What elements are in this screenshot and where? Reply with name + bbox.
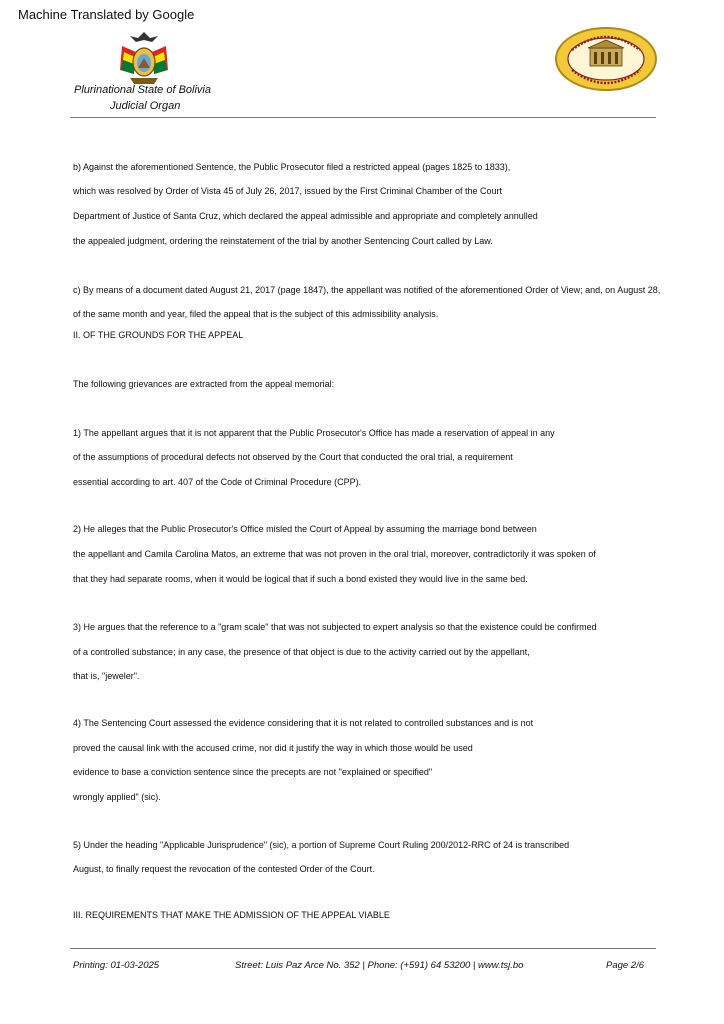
body-line: essential according to art. 407 of the Code of Criminal Procedure (CPP). [73,477,362,487]
body-line: Department of Justice of Santa Cruz, which declared the appeal admissible and appropriate and completely annulled [73,211,538,221]
body-line: 2) He alleges that the Public Prosecutor's Office misled the Court of Appeal by assuming the marriage bond between [73,524,537,534]
org-name-line1: Plurinational State of Bolivia [74,84,211,96]
org-name-line2: Judicial Organ [110,100,181,112]
section-heading: II. OF THE GROUNDS FOR THE APPEAL [73,330,244,340]
body-line: the appellant and Camila Carolina Matos, an extreme that was not proven in the oral trial, moreover, contradictorily it was spoken of [73,549,596,559]
body-line: proved the causal link with the accused crime, nor did it justify the way in which those would be used [73,743,473,753]
header-divider [70,117,656,118]
body-line: of the assumptions of procedural defects not observed by the Court that conducted the oral trial, a requirement [73,452,513,462]
body-line: 5) Under the heading "Applicable Jurisprudence" (sic), a portion of Supreme Court Ruling 200/2012-RRC of 24 is transcribed [73,840,570,850]
body-line: 4) The Sentencing Court assessed the evidence considering that it is not related to controlled substances and is not [73,718,534,728]
footer-address: Street: Luis Paz Arce No. 352 | Phone: (+591) 64 53200 | www.tsj.bo [235,960,524,971]
body-line: 3) He argues that the reference to a "gram scale" that was not subjected to expert analysis so that the existence could be confirmed [73,622,597,632]
body-line: the appealed judgment, ordering the reinstatement of the trial by another Sentencing Court called by Law. [73,236,493,246]
bolivia-coat-of-arms-icon [112,30,176,86]
body-line: 1) The appellant argues that it is not apparent that the Public Prosecutor's Office has made a reservation of appeal in any [73,428,555,438]
body-line: c) By means of a document dated August 21, 2017 (page 1847), the appellant was notified of the aforementioned Order of View; and, on August 28, [73,285,661,295]
printing-date: Printing: 01-03-2025 [73,960,160,971]
footer-divider [70,948,656,949]
body-line: evidence to base a conviction sentence since the precepts are not "explained or specified" [73,767,433,777]
body-line: that is, "jeweler". [73,671,140,681]
body-line: The following grievances are extracted from the appeal memorial: [73,379,335,389]
body-line: wrongly applied" (sic). [73,792,161,802]
body-line: that they had separate rooms, when it would be logical that if such a bond existed they would live in the same bed. [73,574,528,584]
body-line: which was resolved by Order of Vista 45 of July 26, 2017, issued by the First Criminal Chamber of the Court [73,186,503,196]
section-heading: III. REQUIREMENTS THAT MAKE THE ADMISSION OF THE APPEAL VIABLE [73,910,390,920]
document-header [70,24,656,118]
body-line: August, to finally request the revocation of the contested Order of the Court. [73,864,375,874]
machine-translation-banner: Machine Translated by Google [18,7,195,22]
page-number: Page 2/6 [606,960,645,971]
supreme-court-seal-icon [554,26,658,92]
body-line: of the same month and year, filed the appeal that is the subject of this admissibility analysis. [73,309,439,319]
body-line: b) Against the aforementioned Sentence, the Public Prosecutor filed a restricted appeal (pages 1825 to 1833), [73,162,511,172]
body-line: of a controlled substance; in any case, the presence of that object is due to the activity carried out by the appellant, [73,647,530,657]
